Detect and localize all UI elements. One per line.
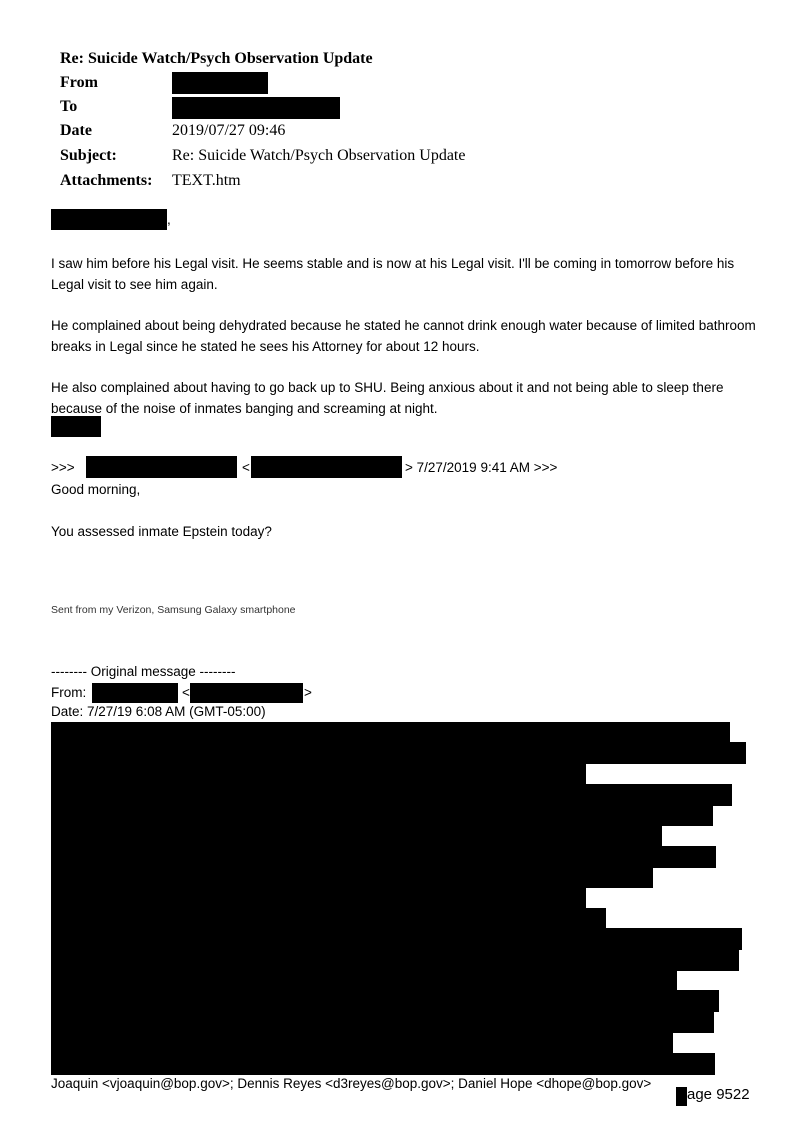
page-number-redaction xyxy=(676,1087,687,1106)
original-divider: -------- Original message -------- xyxy=(51,664,236,679)
redacted-to xyxy=(172,97,340,119)
quote-prefix: >>> xyxy=(51,460,75,475)
cutoff-recipients-line: Joaquin <vjoaquin@bop.gov>; Dennis Reyes <d3reyes@bop.gov>; Daniel Hope <dhope@bop.gov> xyxy=(51,1076,652,1091)
date-value: 2019/07/27 09:46 xyxy=(172,122,286,139)
original-gt: > xyxy=(304,685,312,700)
page-number: age 9522 xyxy=(687,1086,750,1103)
greeting-comma: , xyxy=(167,212,171,227)
redaction-bar xyxy=(51,784,732,806)
redaction-bar xyxy=(51,928,742,950)
quote-lt: < xyxy=(242,460,250,475)
paragraph-2: He complained about being dehydrated because he stated he cannot drink enough water because of limited bathroom breaks in Legal since he stated he sees his Attorney for about 12 hours. xyxy=(51,318,756,354)
redacted-signature xyxy=(51,416,101,437)
redaction-bar xyxy=(51,762,586,784)
redaction-bar xyxy=(51,825,662,847)
redacted-recipient-name xyxy=(51,209,167,230)
redaction-bar xyxy=(51,1032,673,1054)
original-lt: < xyxy=(182,685,190,700)
redaction-bar xyxy=(51,887,586,909)
redaction-bar xyxy=(51,908,606,930)
quote-question: You assessed inmate Epstein today? xyxy=(51,524,272,539)
redaction-bar xyxy=(51,970,677,992)
redacted-from xyxy=(172,72,268,94)
redacted-original-email xyxy=(190,683,303,703)
email-title: Re: Suicide Watch/Psych Observation Update xyxy=(60,50,373,67)
redaction-bar xyxy=(51,804,713,826)
redaction-bar xyxy=(51,722,730,744)
paragraph-1: I saw him before his Legal visit. He seems stable and is now at his Legal visit. I'll be coming in tomorrow before his Legal visit to see him again. xyxy=(51,256,735,292)
quote-signature: Sent from my Verizon, Samsung Galaxy smartphone xyxy=(51,604,296,616)
to-label: To xyxy=(60,98,78,115)
from-label: From xyxy=(60,74,98,91)
date-label: Date xyxy=(60,122,92,139)
original-from-label: From: xyxy=(51,685,87,700)
redaction-bar xyxy=(51,1011,714,1033)
redaction-bar xyxy=(51,866,653,888)
paragraph-3: He also complained about having to go back up to SHU. Being anxious about it and not being able to sleep there because of the noise of inmates banging and screaming at night. xyxy=(51,380,724,416)
quote-date: > 7/27/2019 9:41 AM >>> xyxy=(405,460,558,475)
redacted-quote-email xyxy=(251,456,402,478)
redacted-quote-sender xyxy=(86,456,237,478)
redaction-bar xyxy=(51,1053,715,1075)
quote-greeting: Good morning, xyxy=(51,482,141,497)
redaction-bar xyxy=(51,990,719,1012)
redaction-bar xyxy=(51,846,716,868)
subject-value: Re: Suicide Watch/Psych Observation Update xyxy=(172,147,466,164)
original-date: Date: 7/27/19 6:08 AM (GMT-05:00) xyxy=(51,704,266,719)
redacted-original-sender xyxy=(92,683,178,703)
subject-label: Subject: xyxy=(60,147,117,164)
attachments-label: Attachments: xyxy=(60,172,153,189)
redaction-bar xyxy=(51,949,739,971)
attachments-value[interactable]: TEXT.htm xyxy=(172,172,241,189)
redaction-bar xyxy=(51,742,746,764)
